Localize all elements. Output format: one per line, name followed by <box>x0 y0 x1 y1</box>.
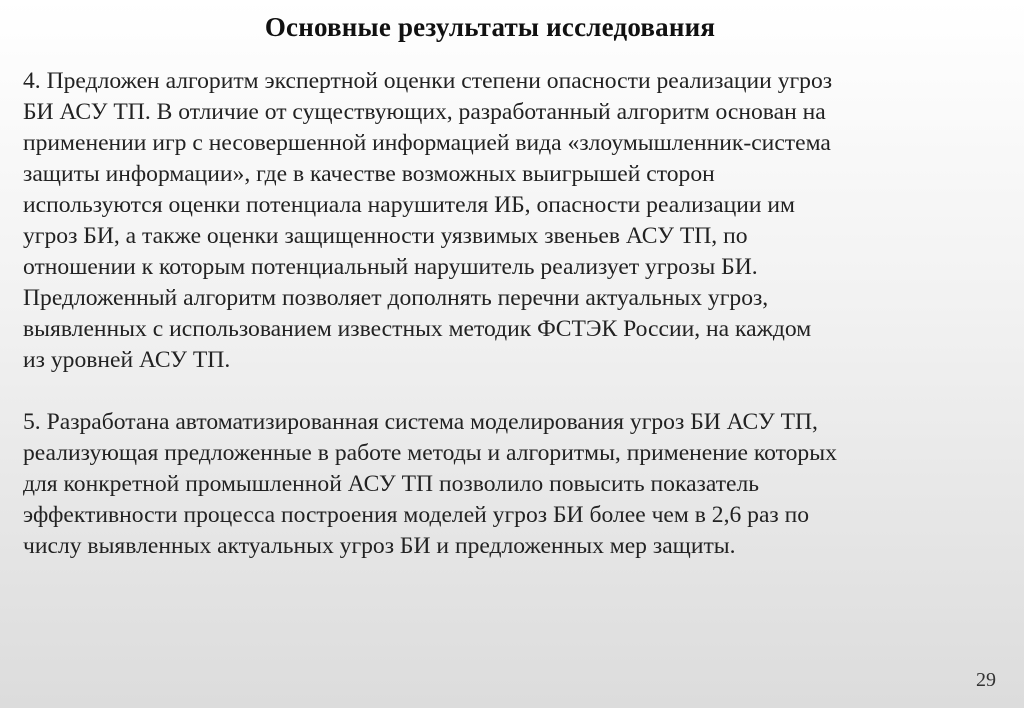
paragraph-line: угроз БИ, а также оценки защищенности уязвимых звеньев АСУ ТП, по <box>23 223 748 249</box>
paragraph-line: из уровней АСУ ТП. <box>23 347 231 373</box>
paragraph-line: 5. Разработана автоматизированная система моделирования угроз БИ АСУ ТП, <box>23 409 818 435</box>
paragraph-line: числу выявленных актуальных угроз БИ и предложенных мер защиты. <box>23 533 736 559</box>
paragraph-line: применении игр с несовершенной информацией вида «злоумышленник-система <box>23 130 831 156</box>
paragraph-4 <box>23 66 953 376</box>
paragraph-line: Предложенный алгоритм позволяет дополнять перечни актуальных угроз, <box>23 285 769 311</box>
paragraph-5 <box>23 407 953 562</box>
paragraph-line: для конкретной промышленной АСУ ТП позволило повысить показатель <box>23 471 760 497</box>
paragraph-line: выявленных с использованием известных методик ФСТЭК России, на каждом <box>23 316 812 342</box>
paragraph-line: используются оценки потенциала нарушителя ИБ, опасности реализации им <box>23 192 795 218</box>
paragraph-line: реализующая предложенные в работе методы и алгоритмы, применение которых <box>23 440 837 466</box>
paragraph-gap <box>23 376 953 407</box>
page-number: 29 <box>976 669 996 691</box>
paragraph-line: защиты информации», где в качестве возможных выигрышей сторон <box>23 161 715 187</box>
paragraph-line: эффективности процесса построения моделей угроз БИ более чем в 2,6 раз по <box>23 502 810 528</box>
slide-body <box>23 66 953 562</box>
slide-title: Основные результаты исследования <box>264 12 716 42</box>
paragraph-line: отношении к которым потенциальный нарушитель реализует угрозы БИ. <box>23 254 758 280</box>
paragraph-line: 4. Предложен алгоритм экспертной оценки степени опасности реализации угроз <box>23 68 833 94</box>
paragraph-line: БИ АСУ ТП. В отличие от существующих, разработанный алгоритм основан на <box>23 99 826 125</box>
